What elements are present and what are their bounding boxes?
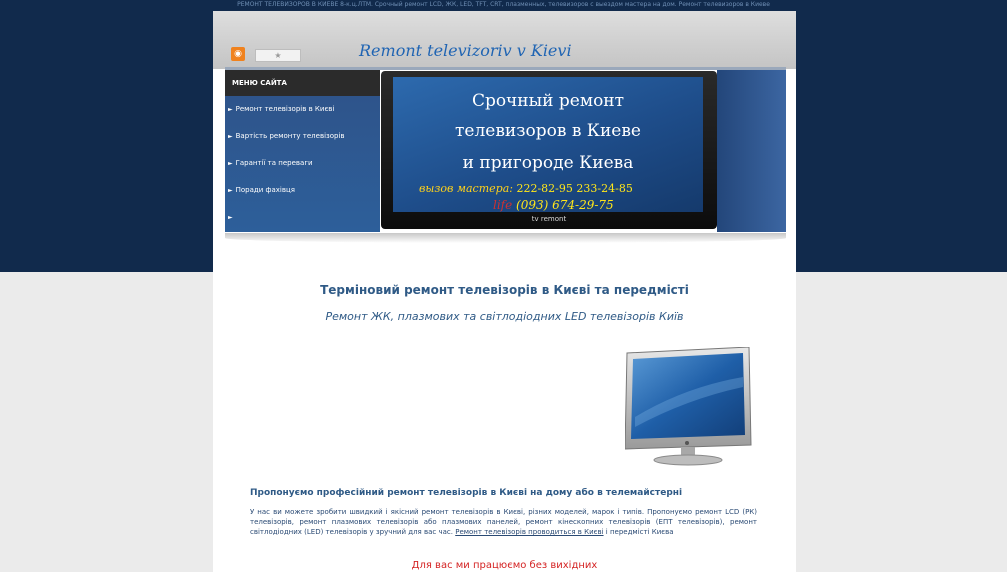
body-text-start: У нас ви можете зробити швидкий і якісний ремонт телевізорів в Києві, різних моделей, марок і типів. Пропонуємо ремонт LCD (РК) телевізорів, ремонт плазмових телевізорів або плазмових панелей, ремонт кінескопних телевізорів (ЕПТ телевізорів), ремонт світлодіодних (LED) телевізорів у зручний для вас час. <box>250 508 757 536</box>
offer-heading: Пропонуємо професійний ремонт телевізорів в Києві на дому або в телемайстерні <box>250 488 683 498</box>
mobile-number: (093) 674-29-75 <box>516 198 614 212</box>
arrow-right-icon: ► <box>228 214 233 221</box>
call-master <box>419 182 633 195</box>
menu-item-label: Ремонт телевізорів в Києві <box>235 105 335 113</box>
body-text-end: і передмісті Києва <box>603 528 674 536</box>
site-tagline: РЕМОНТ ТЕЛЕВИЗОРОВ В КИЕВЕ 8-к.ц.ЛТМ. Срочный ремонт LCD, ЖК, LED, TFT, CRT, плазменных, телевизоров с выездом мастера на дом. Ремонт телевизоров в Киеве <box>237 1 770 8</box>
menu-item-empty[interactable] <box>225 204 380 231</box>
menu-title: МЕНЮ САЙТА <box>225 70 380 96</box>
tv-screen <box>393 77 703 212</box>
arrow-right-icon: ► <box>228 160 233 167</box>
banner-right-panel <box>717 70 786 232</box>
main-heading: Терміновий ремонт телевізорів в Києві та передмісті <box>320 283 689 297</box>
banner-shadow <box>225 233 786 243</box>
banner-line-3: и пригороде Киева <box>462 153 634 173</box>
banner-line-2: телевизоров в Киеве <box>455 121 641 141</box>
star-icon: ★ <box>274 51 282 60</box>
header <box>213 11 796 69</box>
menu-item-guarantees[interactable] <box>225 150 380 177</box>
page-container <box>213 11 796 572</box>
banner-tv <box>381 71 717 229</box>
site-title[interactable]: Remont televizoriv v Kievi <box>359 41 572 60</box>
tv-brand-label: tv remont <box>531 215 567 223</box>
menu-item-label: Поради фахівця <box>235 186 295 194</box>
banner <box>225 67 786 233</box>
menu-item-label: Гарантії та переваги <box>235 159 313 167</box>
favorites-button[interactable] <box>255 49 301 62</box>
body-paragraph <box>250 507 757 537</box>
lcd-tv-icon <box>625 347 753 467</box>
arrow-right-icon: ► <box>228 106 233 113</box>
menu-item-label: Вартість ремонту телевізорів <box>235 132 345 140</box>
site-menu <box>225 70 380 232</box>
mobile-phone <box>493 198 614 212</box>
phone-numbers: 222-82-95 233-24-85 <box>516 182 633 195</box>
sub-heading: Ремонт ЖК, плазмових та світлодіодних LED телевізорів Київ <box>325 310 684 323</box>
body-link[interactable]: Ремонт телевізорів проводиться в Києві <box>455 528 604 536</box>
call-label: вызов мастера: <box>419 182 513 195</box>
no-days-off-notice: Для вас ми працюємо без вихідних <box>411 560 598 571</box>
menu-item-tips[interactable] <box>225 177 380 204</box>
banner-line-1: Срочный ремонт <box>471 91 625 111</box>
mobile-operator: life <box>493 198 513 212</box>
arrow-right-icon: ► <box>228 187 233 194</box>
arrow-right-icon: ► <box>228 133 233 140</box>
menu-item-prices[interactable] <box>225 123 380 150</box>
menu-item-repair[interactable] <box>225 96 380 123</box>
rss-icon[interactable]: ◉ <box>231 47 245 61</box>
